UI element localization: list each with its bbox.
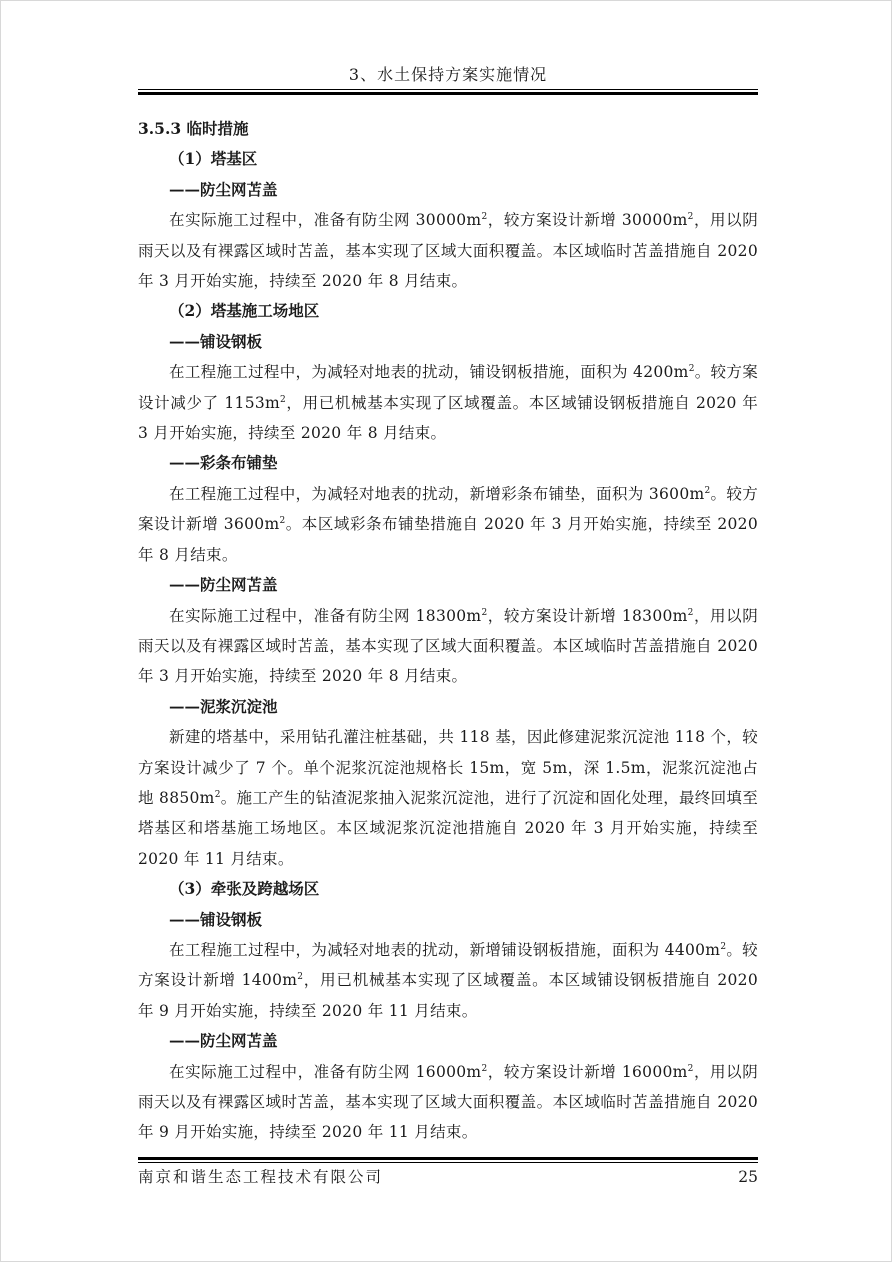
superscript: 2 [688,364,695,375]
running-header: 3、水土保持方案实施情况 [348,65,548,84]
body-paragraph [138,601,758,692]
text-run: 在工程施工过程中，为减轻对地表的扰动，新增彩条布铺垫，面积为 3600m [169,484,705,503]
subheading: （2）塔基施工场地区 [169,301,320,321]
text-run: 。施工产生的钻渣泥浆抽入泥浆沉淀池，进行了沉淀和固化处理，最终回填至塔基区和塔基施工场地区。本区域泥浆沉淀池措施自 2020 年 3 月开始实施，持续至 2020 年 11 月结束。 [138,788,759,868]
footer-rule-thin [138,1162,758,1163]
superscript: 2 [297,972,304,983]
content-blocks [138,144,758,1147]
text-run: 在工程施工过程中，为减轻对地表的扰动，铺设钢板措施，面积为 4200m [169,363,689,382]
superscript: 2 [481,212,488,223]
text-run: ，用已机械基本实现了区域覆盖。本区域铺设钢板措施自 2020 年 3 月开始实施，持续至 2020 年 8 月结束。 [138,393,759,443]
text-run: 。较方案设计新增 1400m [138,940,758,990]
superscript: 2 [279,516,286,527]
header-rule-thin [138,89,758,90]
text-run: 。本区域彩条布铺垫措施自 2020 年 3 月开始实施，持续至 2020 年 8 月结束。 [138,515,758,564]
section-heading: 3.5.3 临时措施 [138,119,249,138]
subheading: ——泥浆沉淀池 [169,696,278,716]
text-run: 在工程施工过程中，为减轻对地表的扰动，新增铺设钢板措施，面积为 4400m [169,940,721,959]
body-paragraph [138,479,758,570]
subheading: （3）牵张及跨越场区 [169,879,320,899]
text-run: ，较方案设计新增 16000m [487,1062,688,1081]
superscript: 2 [687,607,694,618]
superscript: 2 [704,485,711,496]
footer-company: 南京和谐生态工程技术有限公司 [138,1168,384,1186]
body-paragraph [138,205,758,296]
body-paragraph [138,357,758,448]
superscript: 2 [214,789,221,800]
page-number: 25 [738,1168,758,1186]
subheading: ——防尘网苫盖 [169,575,278,595]
text-run: ，用以阴雨天以及有裸露区域时苫盖，基本实现了区域大面积覆盖。本区域临时苫盖措施自 2020 年 3 月开始实施，持续至 2020 年 8 月结束。 [138,606,758,686]
subheading: ——铺设钢板 [169,331,263,351]
subheading: ——彩条布铺垫 [169,453,278,473]
text-run: ，较方案设计新增 30000m [487,211,688,230]
superscript: 2 [280,394,287,405]
footer-rule-thick [138,1157,758,1160]
text-run: 。较方案设计减少了 1153m [138,363,758,412]
body-paragraph [138,722,758,874]
text-run: 。较方案设计新增 3600m [138,484,758,534]
text-run: 在实际施工过程中，准备有防尘网 18300m [169,606,482,625]
text-run: ，用以阴雨天以及有裸露区域时苫盖，基本实现了区域大面积覆盖。本区域临时苫盖措施自 2020 年 9 月开始实施，持续至 2020 年 11 月结束。 [138,1062,758,1142]
text-run: ，用以阴雨天以及有裸露区域时苫盖，基本实现了区域大面积覆盖。本区域临时苫盖措施自 2020 年 3 月开始实施，持续至 2020 年 8 月结束。 [138,211,758,291]
document-body [138,114,758,1148]
subheading: ——防尘网苫盖 [169,1031,278,1051]
text-run: ，较方案设计新增 18300m [487,606,688,625]
text-run: ，用已机械基本实现了区域覆盖。本区域铺设钢板措施自 2020 年 9 月开始实施，持续至 2020 年 11 月结束。 [138,971,759,1020]
superscript: 2 [687,1063,694,1074]
superscript: 2 [481,1063,488,1074]
body-paragraph [138,1057,758,1148]
text-run: 新建的塔基中，采用钻孔灌注桩基础，共 118 基，因此修建泥浆沉淀池 118 个，较方案设计减少了 7 个。单个泥浆沉淀池规格长 15m，宽 5m，深 1.5m，泥浆沉淀池占地 8850m [138,728,758,807]
superscript: 2 [687,212,694,223]
subheading: ——防尘网苫盖 [169,179,278,199]
subheading: （1）塔基区 [169,149,258,169]
text-run: 在实际施工过程中，准备有防尘网 30000m [169,211,482,230]
subheading: ——铺设钢板 [169,909,263,929]
superscript: 2 [481,607,488,618]
superscript: 2 [720,941,727,952]
header-rule-thick [138,92,758,95]
body-paragraph [138,935,758,1026]
text-run: 在实际施工过程中，准备有防尘网 16000m [169,1062,482,1081]
